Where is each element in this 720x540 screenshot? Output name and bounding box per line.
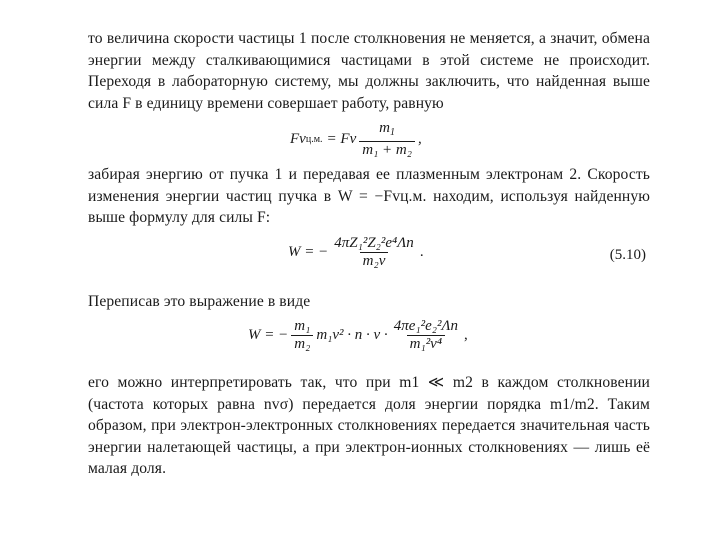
eq2-tail: . (419, 243, 424, 260)
eq1-denominator: m₁ + m₂ (359, 141, 415, 159)
eq2-fraction (331, 235, 417, 270)
eq1-lhs-F: F (290, 131, 300, 147)
eq3-fraction-1 (291, 318, 313, 353)
equation-3 (248, 318, 468, 353)
eq2-denominator: m₂v (360, 252, 389, 270)
document-page (88, 28, 650, 480)
eq1-tail: , (417, 131, 422, 147)
eq1-rhs: = Fv (326, 131, 357, 147)
eq1-numerator (376, 120, 398, 141)
eq1-num-m: m (379, 120, 391, 136)
paragraph-3: Переписав это выражение в виде (88, 292, 311, 310)
equation-2 (288, 235, 424, 270)
equation-number: (5.10) (609, 246, 646, 263)
equation-3-row (88, 312, 650, 372)
eq3-f2-denominator: m₁²v⁴ (407, 335, 445, 353)
equation-1-row (88, 114, 650, 164)
eq1-lhs-sub: ц.м. (305, 134, 323, 145)
eq1-fraction (359, 120, 415, 159)
equation-1 (290, 120, 422, 159)
eq3-f2-numerator: 4πe₁²e₂²Λn (393, 318, 459, 334)
eq3-middle: m₁v² · n · v · (316, 327, 388, 343)
paragraph-1: то величина скорости частицы 1 после столкновения не меняется, а значит, обмена энергии между сталкивающимися частицами в этой системе не происходит. Переходя в лабораторную систему, мы должны заключить, что найденная выше сила F в единицу времени совершает работу, равную (88, 30, 650, 112)
eq3-lhs: W = − (248, 327, 289, 343)
eq1-lhs-v: v (299, 131, 306, 147)
eq3-f1-numerator: m₁ (294, 318, 311, 334)
paragraph-2: забирая энергию от пучка 1 и передавая ее плазменным электронам 2. Скорость изменения энергии частиц пучка в W = −Fvц.м. находим, используя найденную выше формулу для силы F: (88, 166, 650, 226)
eq2-lhs: W = − (288, 243, 329, 260)
eq1-num-sub: 1 (390, 127, 396, 138)
paragraph-4: его можно интерпретировать так, что при m1 ≪ m2 в каждом столкновении (частота которых равна nvσ) передается доля энергии порядка m1/m2. Таким образом, при электрон-электронных столкновениях передается значительная часть энергии налетающей частицы, а при электрон-ионных столкновениях — лишь её малая доля. (88, 374, 650, 477)
eq3-fraction-2 (391, 318, 461, 353)
eq2-numerator: 4πZ₁²Z₂²e⁴Λn (334, 234, 414, 251)
eq3-tail: , (464, 327, 468, 343)
equation-2-row (88, 229, 650, 291)
eq3-f1-denominator: m₂ (291, 335, 313, 353)
